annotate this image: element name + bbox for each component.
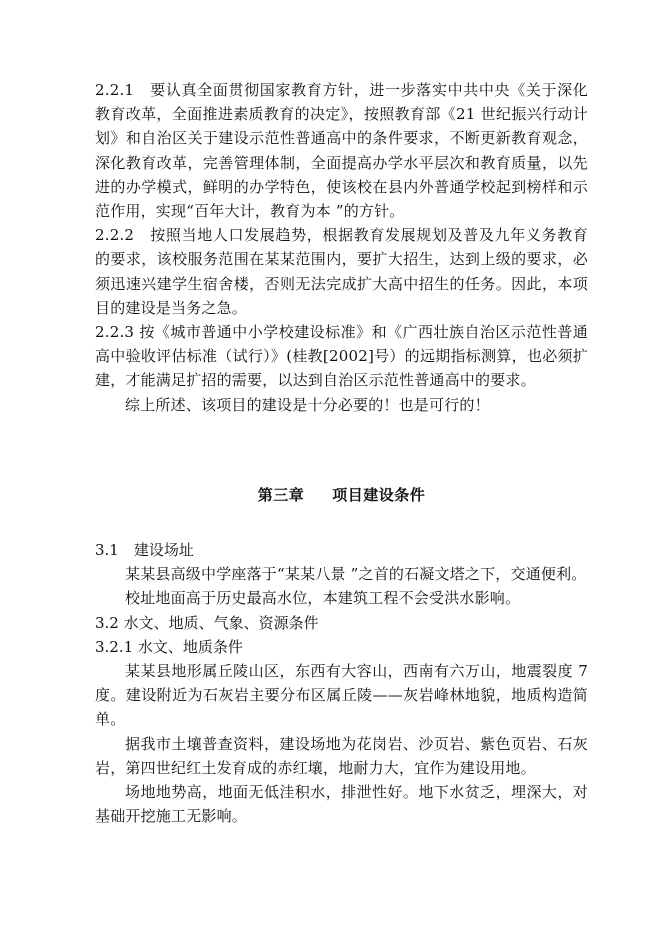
section-3-2-1-paragraph-1: 某某县地形属丘陵山区，东西有大容山，西南有六万山，地震裂度 7 度。建设附近为石灰岩主要分布区属丘陵——灰岩峰林地貌，地质构造简单。 [95,662,588,729]
chapter-3-body [95,538,588,828]
section-3-2-1-paragraph-3: 场地地势高，地面无低洼积水，排泄性好。地下水贫乏，埋深大，对基础开挖施工无影响。 [95,783,588,826]
chapter-title [95,483,588,507]
summary-paragraph: 综上所述、该项目的建设是十分必要的！也是可行的！ [125,395,490,414]
chapter-number: 第三章 [257,486,305,504]
section-3-1-paragraph-2: 校址地面高于历史最高水位，本建筑工程不会受洪水影响。 [125,589,521,608]
document-page [95,78,588,826]
section-3-1-paragraph-1: 某某县高级中学座落于“某某八景 ”之首的石凝文塔之下，交通便利。 [125,565,587,584]
section-3-2-heading: 3.2 水文、地质、气象、资源条件 [95,613,319,632]
paragraph-2-2-2: 2.2.2 按照当地人口发展趋势，根据教育发展规划及普及九年义务教育的要求，该校服务范围在某某范围内，要扩大招生，达到上级的要求，必须迅速兴建学生宿舍楼，否则无法完成扩大高中招生的任务。因此，本项目的建设是当务之急。 [95,226,588,317]
section-3-2-1-paragraph-2: 据我市土壤普查资料，建设场地为花岗岩、沙页岩、紫色页岩、石灰岩，第四世纪红土发育成的赤红壤，地耐力大，宜作为建设用地。 [95,734,588,777]
paragraph-2-2-3: 2.2.3 按《城市普通中小学校建设标准》和《广西壮族自治区示范性普通高中验收评估标准（试行）》(桂教[2002]号）的远期指标测算，也必须扩建，才能满足扩招的需要，以达到自治区示范性普通高中的要求。 [95,323,588,390]
chapter-name: 项目建设条件 [332,486,426,504]
section-3-2-1-heading: 3.2.1 水文、地质条件 [95,637,243,656]
paragraph-2-2-1: 2.2.1 要认真全面贯彻国家教育方针，进一步落实中共中央《关于深化教育改革，全面推进素质教育的决定》，按照教育部《21 世纪振兴行动计划》和自治区关于建设示范性普通高中的条件要求，不断更新教育观念，深化教育改革，完善管理体制，全面提高办学水平层次和教育质量，以先进的办学模式，鲜明的办学特色，使该校在县内外普通学校起到榜样和示范作用，实现“百年大计，教育为本 ”的方针。 [95,81,588,221]
section-3-1-heading: 3.1 建设场址 [95,541,194,559]
